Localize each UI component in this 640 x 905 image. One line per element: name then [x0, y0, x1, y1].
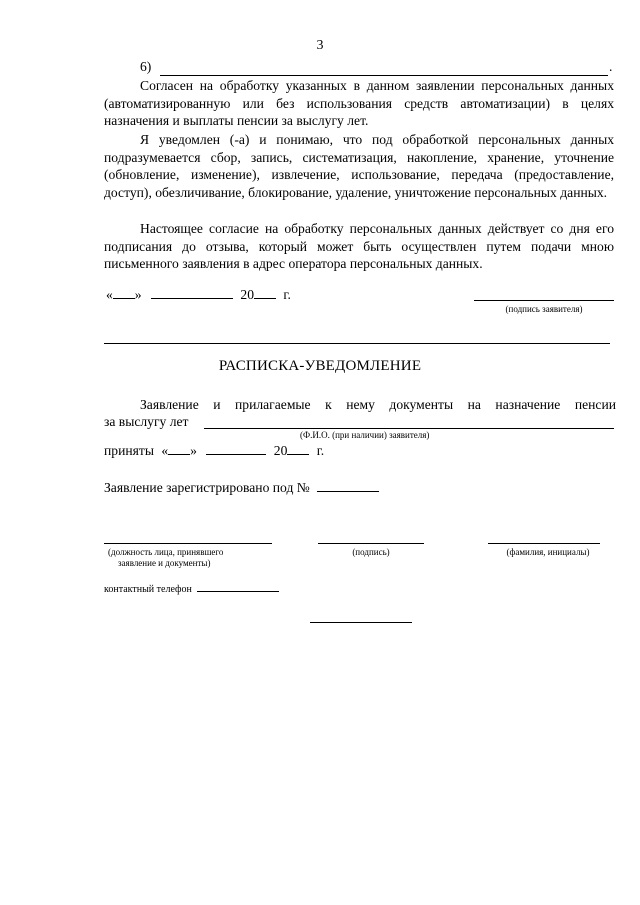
accepted-year-prefix: 20 [273, 443, 288, 458]
applicant-signature-caption: (подпись заявителя) [505, 304, 583, 314]
item-6-line [140, 58, 151, 76]
accepted-day-blank[interactable] [168, 442, 190, 455]
receipt-title: РАСПИСКА-УВЕДОМЛЕНИЕ [218, 358, 422, 374]
fio-caption: (Ф.И.О. (при наличии) заявителя) [300, 430, 430, 440]
item-6-underline [160, 75, 608, 76]
position-signature-line[interactable] [104, 543, 272, 544]
item-6-label: 6) [140, 59, 152, 74]
phone-blank[interactable] [197, 583, 279, 592]
applicant-fio-blank[interactable] [204, 428, 614, 429]
signature-caption: (подпись) [352, 547, 390, 557]
registration-number-blank[interactable] [317, 479, 379, 492]
receipt-line-2 [104, 413, 189, 431]
name-caption: (фамилия, инициалы) [506, 547, 590, 557]
accepted-prefix: приняты [104, 443, 154, 458]
accepted-close-quote: » [190, 443, 197, 458]
date-year-blank[interactable] [254, 286, 276, 299]
date-day-blank[interactable] [113, 286, 135, 299]
receipt-line-1: Заявление и прилагаемые к нему документы на назначение пенсии [140, 397, 616, 412]
date-close-quote: » [134, 287, 142, 302]
receiver-name-line[interactable] [488, 543, 600, 544]
registration-line [104, 479, 379, 497]
item-6-period: . [609, 59, 613, 74]
date-year-prefix: 20 [240, 287, 254, 302]
date-open-quote: « [106, 287, 113, 302]
accepted-year-suffix: г. [316, 443, 325, 458]
receipt-line-2-prefix: за выслугу лет [104, 414, 189, 429]
section-separator [104, 343, 610, 344]
position-caption: (должность лица, принявшего заявление и документы) [108, 547, 224, 568]
consent-paragraph-2: Я уведомлен (-а) и понимаю, что под обработкой персональных данных подразумевается сбор, запись, систематизация, накопление, хранение, уточнение (обновление, изменение), извлечение, использование, передача (предоставление, доступ), обезличивание, блокирование, удаление, уничтожение персональных данных. [104, 132, 614, 200]
registration-label: Заявление зарегистрировано под № [104, 480, 310, 495]
accepted-date-line [104, 442, 324, 460]
accepted-open-quote: « [161, 443, 169, 458]
applicant-signature-line[interactable] [474, 300, 614, 301]
date-month-blank[interactable] [151, 286, 233, 299]
accepted-month-blank[interactable] [206, 442, 266, 455]
phone-line [104, 583, 279, 595]
consent-date-line [106, 286, 291, 304]
bottom-line [310, 622, 412, 623]
page-number: 3 [316, 38, 324, 53]
receiver-signature-line[interactable] [318, 543, 424, 544]
consent-paragraph-1: Согласен на обработку указанных в данном заявлении персональных данных (автоматизированную или без использования средств автоматизации) в целях назначения и выплаты пенсии за выслугу лет. [104, 78, 614, 129]
phone-label: контактный телефон [104, 584, 192, 595]
date-year-suffix: г. [283, 287, 291, 302]
accepted-year-blank[interactable] [287, 442, 309, 455]
consent-paragraph-3: Настоящее согласие на обработку персональных данных действует со дня его подписания до отзыва, который может быть осуществлен путем подачи мною письменного заявления в адрес оператора персональных данных. [104, 221, 614, 272]
